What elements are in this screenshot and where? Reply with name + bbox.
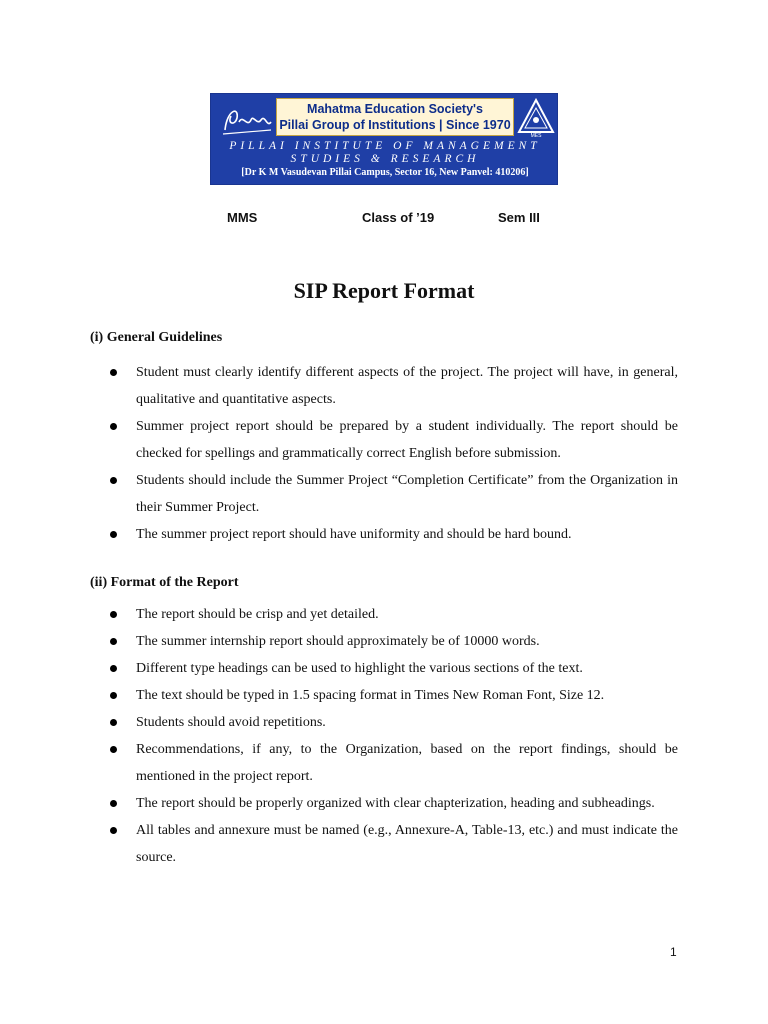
list-item-text: The summer project report should have uniformity and should be hard bound. bbox=[136, 527, 572, 542]
bullet-icon bbox=[110, 611, 117, 618]
bullet-icon bbox=[110, 719, 117, 726]
bullet-icon bbox=[110, 692, 117, 699]
list-item bbox=[110, 521, 678, 548]
list-item-text: The report should be properly organized with clear chapterization, heading and subheadings. bbox=[136, 796, 655, 811]
page-number: 1 bbox=[670, 945, 677, 959]
list-item-text: Students should include the Summer Project “Completion Certificate” from the Organization in their Summer Project. bbox=[136, 473, 678, 515]
list-item-text: The text should be typed in 1.5 spacing format in Times New Roman Font, Size 12. bbox=[136, 688, 605, 703]
society-name-box bbox=[276, 98, 514, 136]
list-item-text: Recommendations, if any, to the Organization, based on the report findings, should be mentioned in the project report. bbox=[136, 742, 678, 784]
mes-emblem-icon bbox=[517, 98, 555, 138]
bullet-icon bbox=[110, 477, 117, 484]
list-item bbox=[110, 628, 678, 655]
list-item-text: Student must clearly identify different aspects of the project. The project will have, in general, qualitative and quantitative aspects. bbox=[136, 365, 678, 407]
bullet-icon bbox=[110, 369, 117, 376]
emblem-text: MES bbox=[530, 133, 542, 138]
list-item bbox=[110, 682, 678, 709]
list-item-text: The summer internship report should approximately be of 10000 words. bbox=[136, 634, 540, 649]
bullet-icon bbox=[110, 638, 117, 645]
section-heading-report-format: (ii) Format of the Report bbox=[90, 575, 239, 590]
bullet-icon bbox=[110, 531, 117, 538]
list-item-text: All tables and annexure must be named (e.g., Annexure-A, Table-13, etc.) and must indicate the source. bbox=[136, 823, 678, 865]
bullet-icon bbox=[110, 746, 117, 753]
page-title: SIP Report Format bbox=[293, 278, 475, 303]
list-item bbox=[110, 601, 678, 628]
list-item-text: Different type headings can be used to highlight the various sections of the text. bbox=[136, 661, 583, 676]
list-item bbox=[110, 467, 678, 521]
list-item bbox=[110, 736, 678, 790]
institute-banner bbox=[210, 93, 558, 185]
semester-label: Sem III bbox=[498, 210, 540, 225]
list-item bbox=[110, 790, 678, 817]
list-item bbox=[110, 709, 678, 736]
class-label: Class of ’19 bbox=[362, 210, 435, 225]
bullet-icon bbox=[110, 800, 117, 807]
list-item-text: The report should be crisp and yet detailed. bbox=[136, 607, 379, 622]
list-item bbox=[110, 817, 678, 871]
bullet-icon bbox=[110, 827, 117, 834]
program-label: MMS bbox=[227, 210, 258, 225]
list-item bbox=[110, 413, 678, 467]
list-item bbox=[110, 655, 678, 682]
list-item bbox=[110, 359, 678, 413]
institute-address: [Dr K M Vasudevan Pillai Campus, Sector 16, New Panvel: 410206] bbox=[241, 167, 529, 178]
report-format-list bbox=[110, 601, 678, 871]
pillai-signature-logo bbox=[217, 100, 277, 140]
section-heading-general-guidelines: (i) General Guidelines bbox=[90, 330, 223, 345]
general-guidelines-list bbox=[110, 359, 678, 548]
list-item-text: Students should avoid repetitions. bbox=[136, 715, 326, 730]
society-line-2: Pillai Group of Institutions | Since 1970 bbox=[279, 118, 511, 132]
institute-line-1: PILLAI INSTITUTE OF MANAGEMENT bbox=[229, 140, 541, 152]
list-item-text: Summer project report should be prepared by a student individually. The report should be checked for spellings and grammatically correct English before submission. bbox=[136, 419, 678, 461]
institute-line-2: STUDIES & RESEARCH bbox=[290, 153, 480, 165]
institute-name bbox=[211, 140, 559, 166]
bullet-icon bbox=[110, 665, 117, 672]
bullet-icon bbox=[110, 423, 117, 430]
society-line-1: Mahatma Education Society's bbox=[307, 102, 483, 116]
